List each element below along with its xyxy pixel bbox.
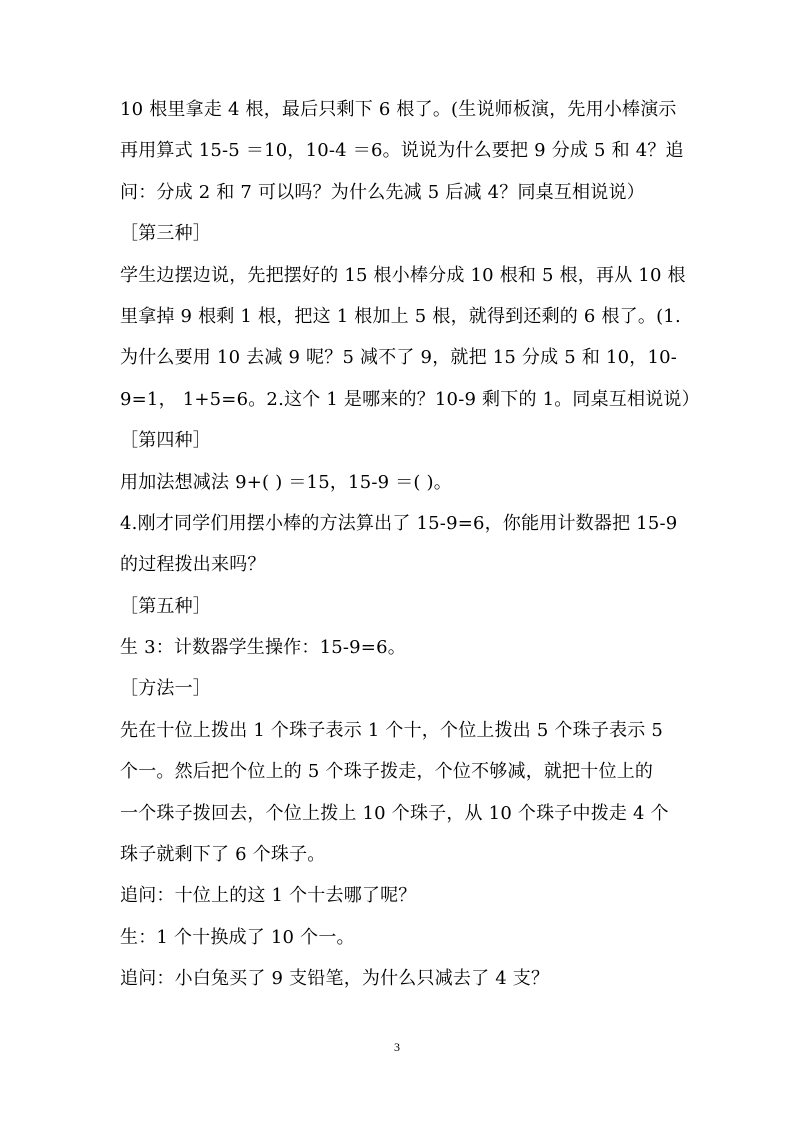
text-line: 生 3：计数器学生操作：15-9=6。 bbox=[120, 637, 406, 659]
text-line: 为什么要用 10 去减 9 呢？5 减不了 9，就把 15 分成 5 和 10，10- bbox=[120, 347, 678, 369]
text-line: 珠子就剩下了 6 个珠子。 bbox=[120, 844, 326, 866]
page-number: 3 bbox=[394, 1040, 400, 1054]
text-line: 追问：小白兔买了 9 支铅笔，为什么只减去了 4 支？ bbox=[120, 968, 550, 990]
section-heading: ［第四种］ bbox=[120, 430, 211, 452]
text-line: 问：分成 2 和 7 可以吗？为什么先减 5 后减 4？同桌互相说说） bbox=[120, 181, 645, 203]
text-line: 一个珠子拨回去，个位上拨上 10 个珠子，从 10 个珠子中拨走 4 个 bbox=[120, 802, 669, 824]
text-line: 的过程拨出来吗？ bbox=[120, 554, 266, 576]
text-line: 个一。然后把个位上的 5 个珠子拨走，个位不够减，就把十位上的 bbox=[120, 761, 654, 783]
text-line: 生：1 个十换成了 10 个一。 bbox=[120, 926, 355, 948]
text-line: 追问：十位上的这 1 个十去哪了呢？ bbox=[120, 885, 417, 907]
section-heading: ［第五种］ bbox=[120, 595, 211, 617]
text-line: 里拿掉 9 根剩 1 根，把这 1 根加上 5 根，就得到还剩的 6 根了。(1. bbox=[120, 305, 681, 327]
section-heading: ［方法一］ bbox=[120, 678, 211, 700]
text-line: 再用算式 15-5 ＝10，10-4 ＝6。说说为什么要把 9 分成 5 和 4？追 bbox=[120, 140, 684, 162]
text-line: 用加法想减法 9+( ) ＝15，15-9 ＝( )。 bbox=[120, 471, 452, 493]
text-line: 4.刚才同学们用摆小棒的方法算出了 15-9=6，你能用计数器把 15-9 bbox=[120, 512, 678, 534]
text-line: 10 根里拿走 4 根，最后只剩下 6 根了。(生说师板演，先用小棒演示 bbox=[120, 99, 677, 120]
section-heading: ［第三种］ bbox=[120, 223, 211, 245]
text-line: 9=1， 1+5=6。2.这个 1 是哪来的？10-9 剩下的 1。同桌互相说说） bbox=[120, 388, 700, 410]
text-line: 先在十位上拨出 1 个珠子表示 1 个十，个位上拨出 5 个珠子表示 5 bbox=[120, 719, 664, 741]
text-line: 学生边摆边说，先把摆好的 15 根小棒分成 10 根和 5 根，再从 10 根 bbox=[120, 264, 686, 286]
body-text bbox=[120, 99, 700, 1011]
